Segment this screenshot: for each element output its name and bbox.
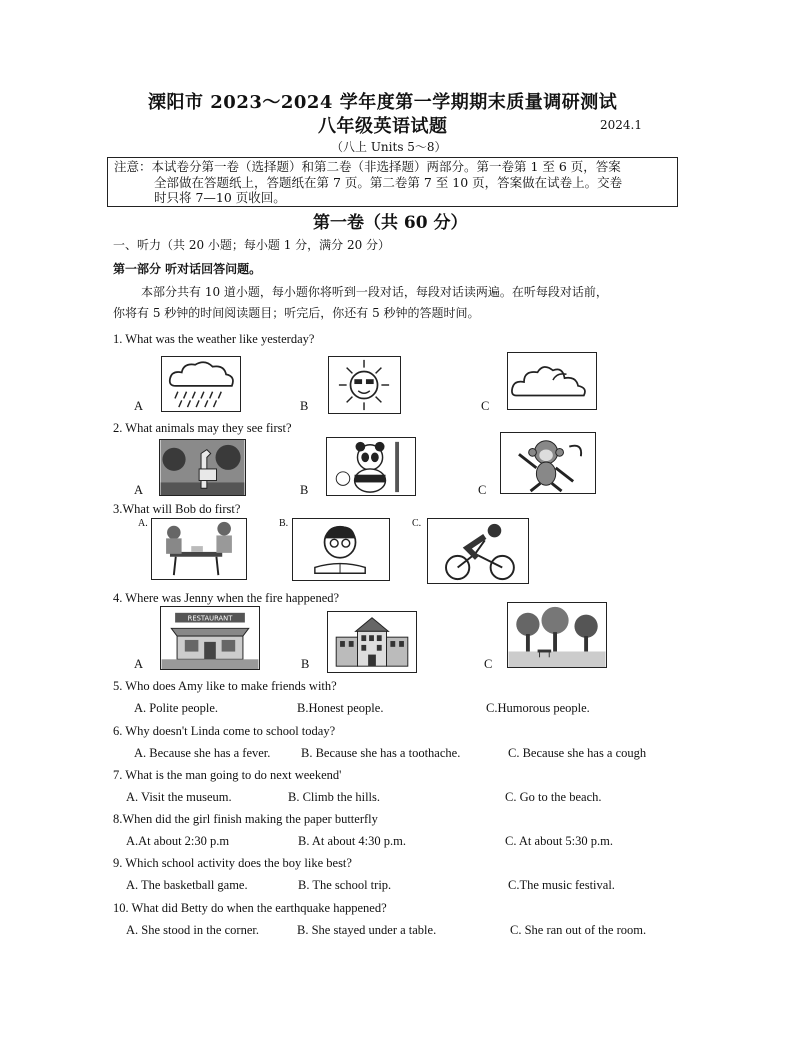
notice-line-2: 全部做在答题纸上，答题纸在第 7 页。第二卷第 7 至 10 页，答案做在试卷上。交卷: [154, 175, 623, 190]
hotel-building-icon: [327, 611, 417, 673]
question-5: 5. Who does Amy like to make friends with?: [113, 679, 337, 693]
listening-heading: 一、听力（共 20 小题；每小题 1 分，满分 20 分）: [113, 238, 391, 252]
question-1: 1. What was the weather like yesterday?: [113, 332, 315, 346]
park-icon: [507, 602, 607, 668]
notice-line-3: 时只将 7—10 页收回。: [154, 190, 286, 205]
q5-option-a[interactable]: A. Polite people.: [134, 701, 219, 715]
people-at-table-icon: [151, 518, 247, 580]
part-one-heading: 第一部分 听对话回答问题。: [113, 262, 262, 276]
question-9: 9. Which school activity does the boy like best?: [113, 856, 352, 870]
q4-option-a-label: A: [134, 657, 144, 671]
q4-option-c-label: C: [484, 657, 493, 671]
q7-option-c[interactable]: C. Go to the beach.: [505, 790, 602, 804]
clouds-icon: [507, 352, 597, 410]
question-4: 4. Where was Jenny when the fire happened?: [113, 591, 340, 605]
instructions-line-2: 你将有 5 秒钟的时间阅读题目；听完后，你还有 5 秒钟的答题时间。: [113, 306, 480, 320]
q8-option-b[interactable]: B. At about 4:30 p.m.: [298, 834, 406, 848]
q2-option-a-label: A: [134, 483, 144, 497]
q6-option-a[interactable]: A. Because she has a fever.: [134, 746, 271, 760]
notice-line-1: 注意：本试卷分第一卷（选择题）和第二卷（非选择题）两部分。第一卷第 1 至 6 页，答案: [114, 159, 621, 174]
q4-option-b-label: B: [301, 657, 310, 671]
q3-option-c-label: C.: [412, 518, 422, 529]
sun-with-sunglasses-icon: [328, 356, 401, 414]
q5-option-b[interactable]: B.Honest people.: [297, 701, 384, 715]
q9-option-c[interactable]: C.The music festival.: [508, 878, 615, 892]
question-3: 3.What will Bob do first?: [113, 502, 241, 516]
q10-option-c[interactable]: C. She ran out of the room.: [510, 923, 647, 937]
q3-option-a-label: A.: [138, 518, 148, 529]
q1-option-b-label: B: [300, 399, 309, 413]
exam-title-line1: 溧阳市 2023～2024 学年度第一学期期末质量调研测试: [148, 92, 618, 113]
cyclist-icon: [427, 518, 529, 584]
question-2: 2. What animals may they see first?: [113, 421, 292, 435]
question-6: 6. Why doesn't Linda come to school today?: [113, 724, 336, 738]
monkey-icon: [500, 432, 596, 494]
q2-option-b-label: B: [300, 483, 309, 497]
q9-option-a[interactable]: A. The basketball game.: [126, 878, 248, 892]
exam-subtitle: （八上 Units 5～8）: [331, 140, 447, 154]
q6-option-c[interactable]: C. Because she has a cough: [508, 746, 647, 760]
q3-option-b-label: B.: [279, 518, 289, 529]
giraffe-icon: [159, 439, 246, 496]
panda-icon: [326, 437, 416, 496]
exam-date: 2024.1: [600, 118, 642, 132]
q8-option-a[interactable]: A.At about 2:30 p.m: [126, 834, 230, 848]
section-title: 第一卷（共 60 分）: [313, 213, 468, 233]
restaurant-sign: RESTAURANT: [187, 614, 233, 623]
q9-option-b[interactable]: B. The school trip.: [298, 878, 392, 892]
question-10: 10. What did Betty do when the earthquake happened?: [113, 901, 387, 915]
instructions-line-1: 本部分共有 10 道小题，每小题你将听到一段对话，每段对话读两遍。在听每段对话前，: [141, 285, 608, 299]
q8-option-c[interactable]: C. At about 5:30 p.m.: [505, 834, 613, 848]
q1-option-c-label: C: [481, 399, 490, 413]
restaurant-icon: [160, 606, 260, 670]
boy-reading-icon: [292, 518, 390, 581]
q5-option-c[interactable]: C.Humorous people.: [486, 701, 590, 715]
exam-title-line2: 八年级英语试题: [318, 116, 448, 137]
notice-box: [107, 157, 678, 207]
question-7: 7. What is the man going to do next weekend': [113, 768, 342, 782]
q7-option-b[interactable]: B. Climb the hills.: [288, 790, 381, 804]
question-8: 8.When did the girl finish making the paper butterfly: [113, 812, 378, 826]
q7-option-a[interactable]: A. Visit the museum.: [126, 790, 232, 804]
q2-option-c-label: C: [478, 483, 487, 497]
q10-option-b[interactable]: B. She stayed under a table.: [297, 923, 437, 937]
q10-option-a[interactable]: A. She stood in the corner.: [126, 923, 259, 937]
q1-option-a-label: A: [134, 399, 144, 413]
q6-option-b[interactable]: B. Because she has a toothache.: [301, 746, 461, 760]
rain-cloud-icon: [161, 356, 241, 412]
